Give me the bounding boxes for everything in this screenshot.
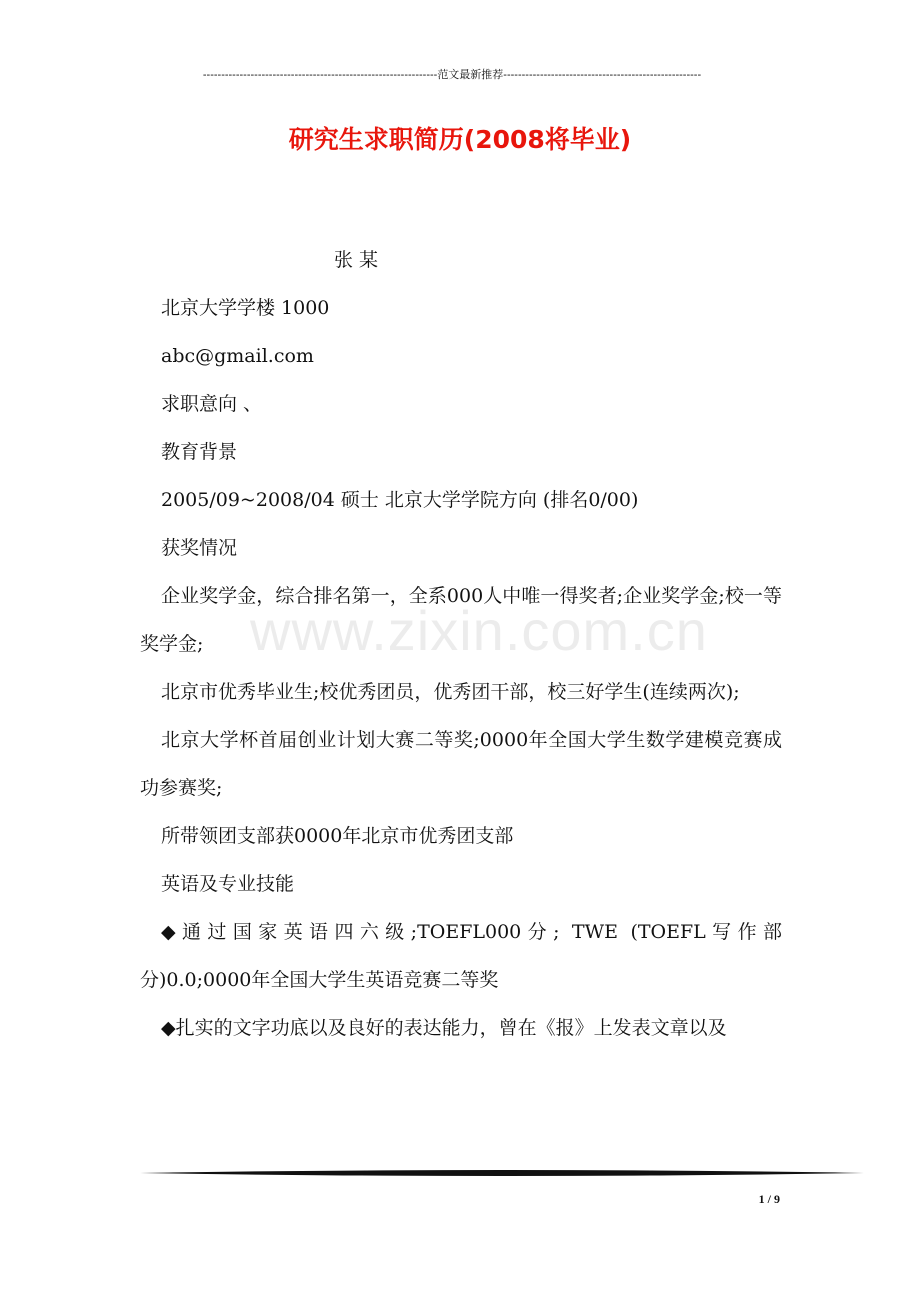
address-line: 北京大学学楼 1000 bbox=[161, 297, 330, 319]
document-body bbox=[140, 236, 782, 1052]
page-number: 1 / 9 bbox=[758, 1192, 780, 1206]
email-line: abc@gmail.com bbox=[161, 345, 314, 367]
document-title: 研究生求职简历(2008将毕业) bbox=[288, 125, 632, 154]
applicant-name: 张 某 bbox=[334, 249, 379, 271]
award-item: 北京市优秀毕业生;校优秀团员，优秀团干部，校三好学生(连续两次); bbox=[161, 681, 740, 703]
site-watermark: www.zixin.com.cn bbox=[250, 599, 708, 662]
award-item: 所带领团支部获0000年北京市优秀团支部 bbox=[161, 825, 514, 847]
section-heading-awards: 获奖情况 bbox=[161, 537, 238, 559]
skill-item: ◆通过国家英语四六级;TOEFL000分; TWE (TOEFL写作部分)0.0;0000年全国大学生英语竞赛二等奖 bbox=[140, 921, 782, 991]
education-entry: 2005/09~2008/04 硕士 北京大学学院方向 (排名0/00) bbox=[161, 489, 639, 511]
section-heading-education: 教育背景 bbox=[161, 441, 238, 463]
section-heading-skills: 英语及专业技能 bbox=[161, 873, 295, 895]
header-banner: ----------------------------------------------------------------范文最新推荐------------------------------------------------------ bbox=[202, 69, 702, 81]
skill-item: ◆扎实的文字功底以及良好的表达能力，曾在《报》上发表文章以及 bbox=[161, 1017, 727, 1039]
award-item: 企业奖学金，综合排名第一，全系000人中唯一得奖者;企业奖学金;校一等奖学金; bbox=[140, 585, 782, 655]
award-item: 北京大学杯首届创业计划大赛二等奖;0000年全国大学生数学建模竞赛成功参赛奖; bbox=[140, 729, 782, 799]
section-heading-job-intent: 求职意向 、 bbox=[161, 393, 263, 415]
footer-divider bbox=[140, 1166, 864, 1180]
